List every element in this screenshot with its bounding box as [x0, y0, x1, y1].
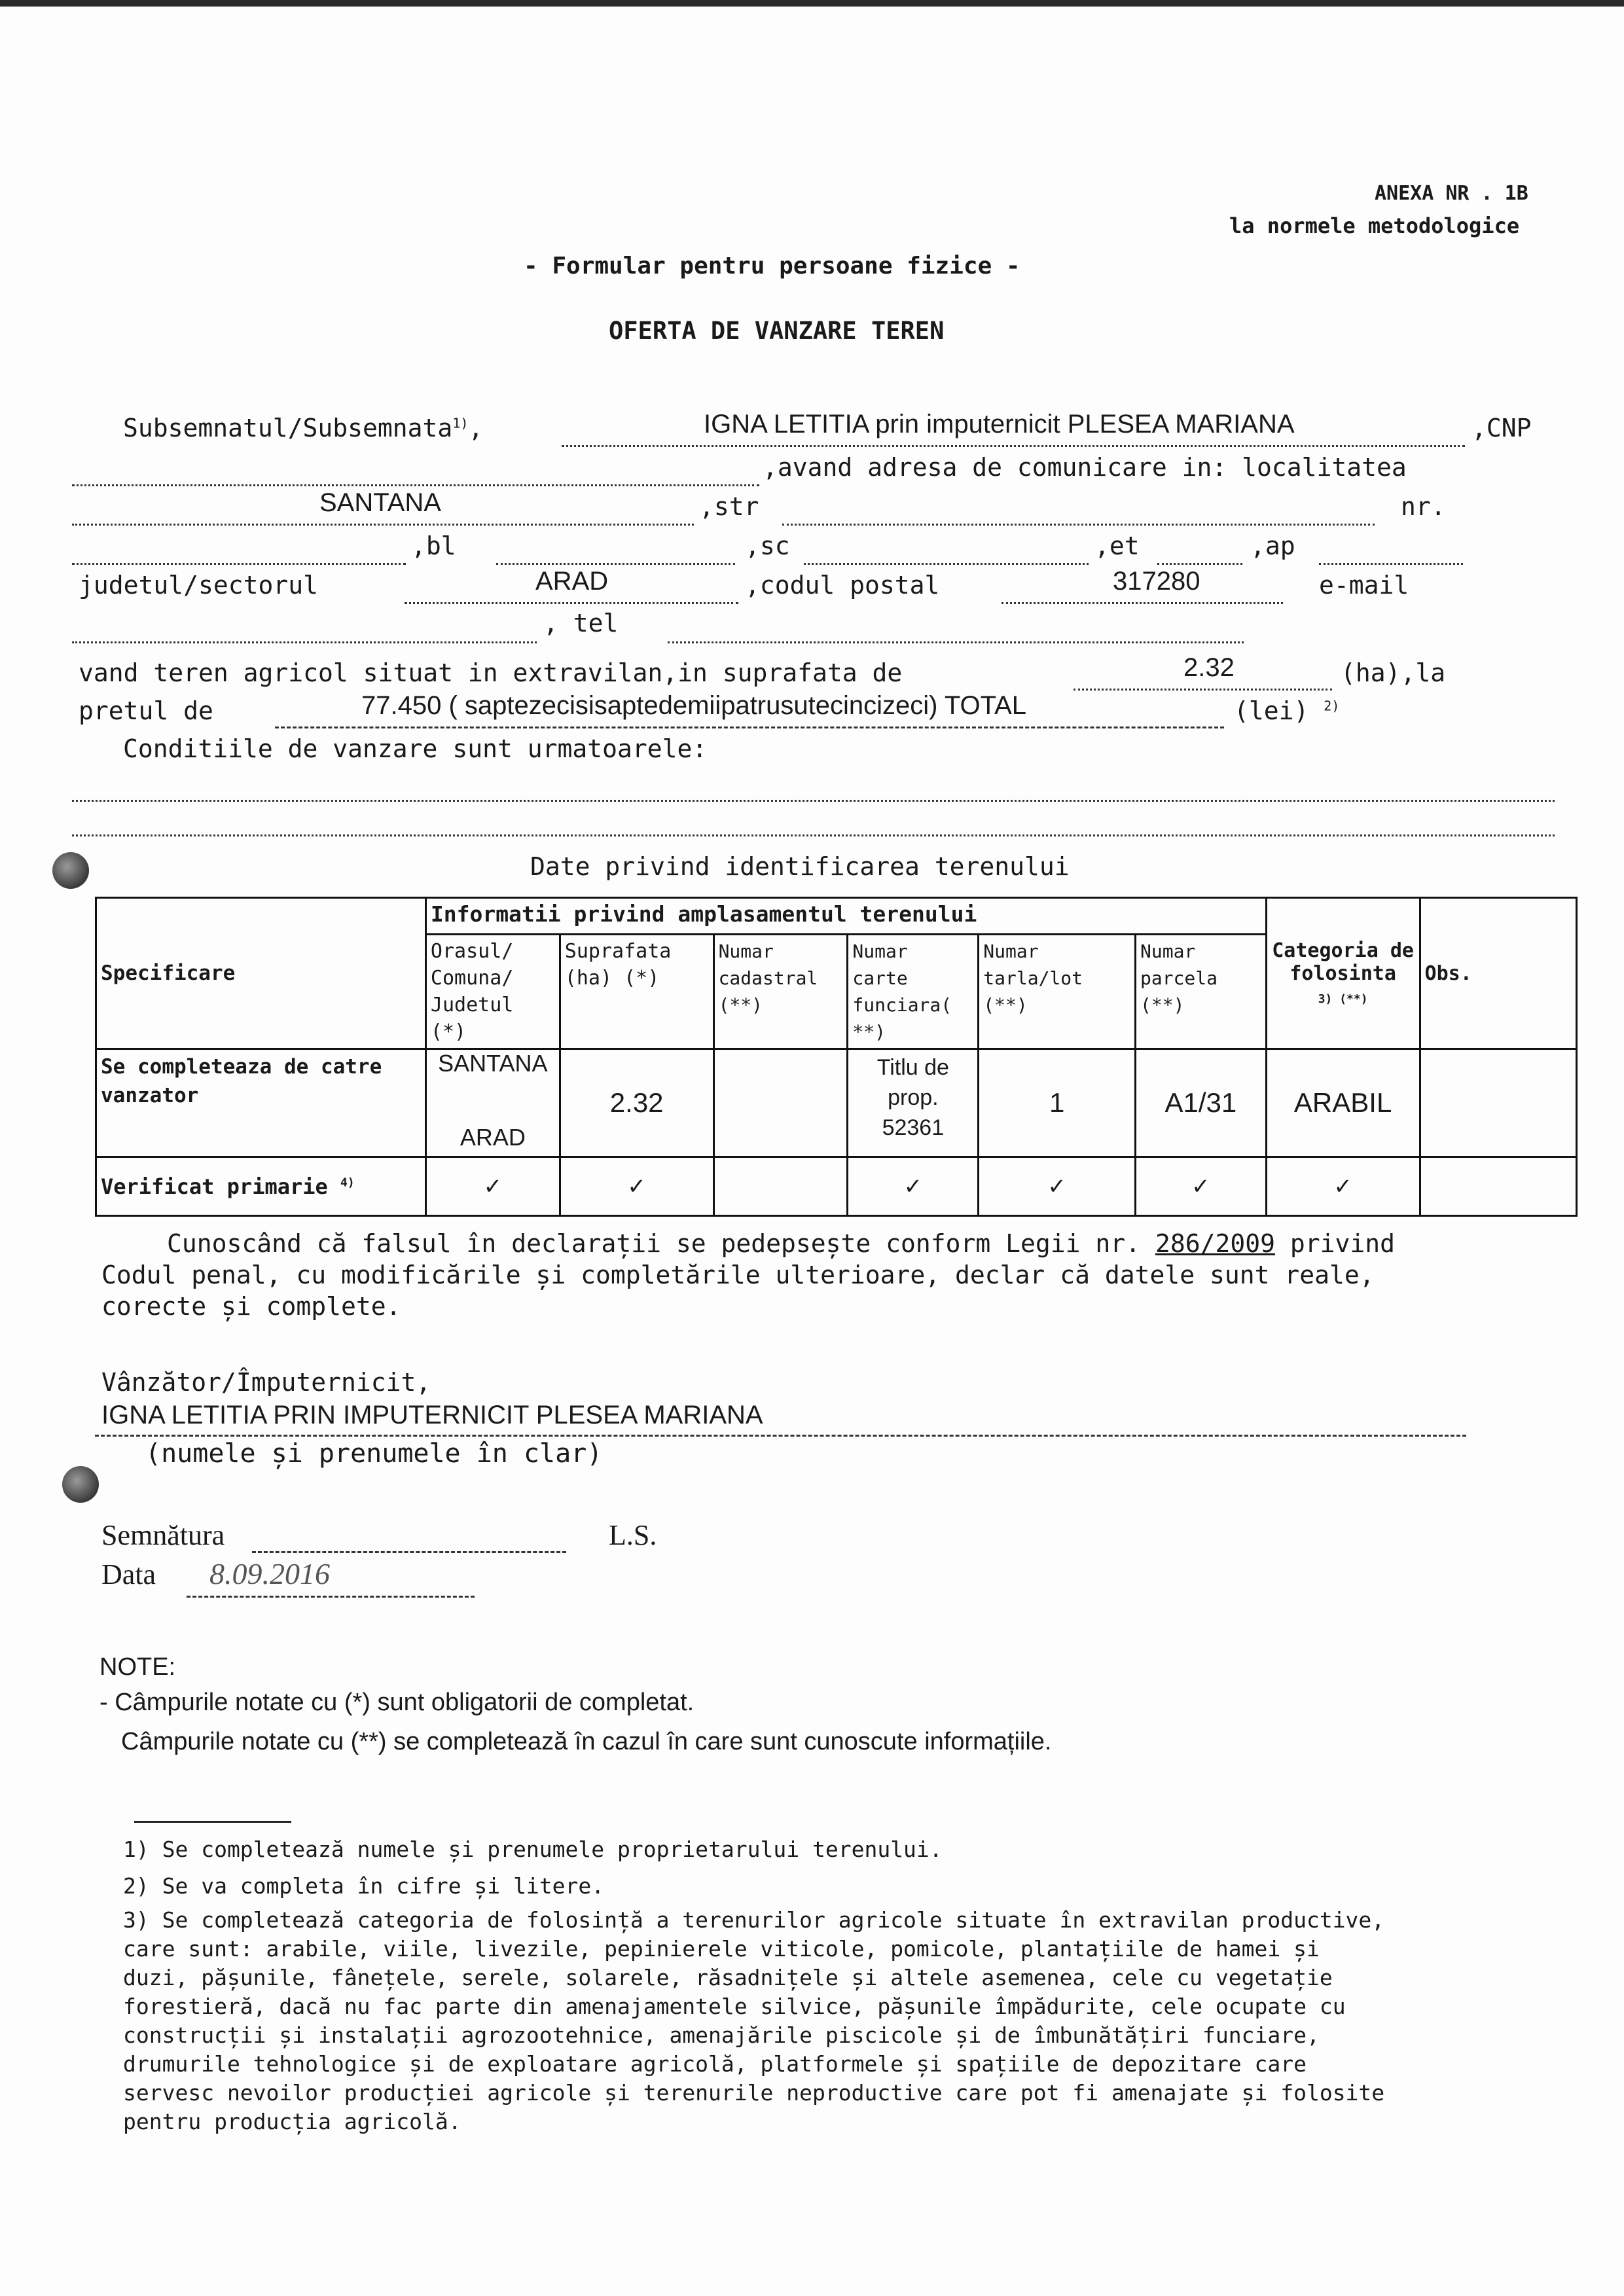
subsemnatul-comma: , [468, 414, 484, 442]
subsemnatul-label: Subsemnatul/Subsemnata$^{1)}$, [123, 414, 484, 442]
footnote-ref-3: 3) (**) [1318, 992, 1368, 1006]
col-categoria: Categoria de folosinta 3) (**) [1266, 898, 1420, 1049]
col-oras: Orasul/ Comuna/ Judetul (*) [425, 935, 560, 1049]
check-mark[interactable]: ✓ [848, 1157, 979, 1216]
declaration-line-2: Codul penal, cu modificările și completările ulterioare, declar că datele sunt reale, [101, 1261, 1375, 1289]
judet-label: judetul/sectorul [79, 571, 319, 600]
semnatura-label: Semnătura [101, 1519, 225, 1551]
conditii-label: Conditiile de vanzare sunt urmatoarele: [123, 734, 708, 763]
ha-label: (ha),la [1341, 658, 1446, 687]
cod-postal-label: ,codul postal [745, 571, 940, 600]
cell-obs[interactable] [1420, 1049, 1576, 1157]
row-vanzator [96, 1049, 1577, 1157]
check-mark[interactable] [1420, 1157, 1576, 1216]
footnote-divider [134, 1821, 291, 1823]
footnote-3-line-8: pentru producția agricolă. [123, 2109, 461, 2134]
cnp-field-line[interactable] [72, 484, 759, 486]
law-number: 286/2009 [1155, 1229, 1275, 1258]
check-mark[interactable] [713, 1157, 848, 1216]
page-title: OFERTA DE VANZARE TEREN [609, 317, 945, 345]
cell-oras-value: SANTANA [438, 1050, 548, 1077]
lei-label: (lei) $^{2)}$ [1234, 696, 1340, 725]
punch-hole-top [52, 852, 89, 889]
judet-field-line [405, 602, 738, 604]
localitate-field[interactable]: SANTANA [319, 488, 441, 517]
cod-postal-field[interactable]: 317280 [1113, 567, 1200, 596]
footnote-3-line-2: care sunt: arabile, viile, livezile, pepinierele viticole, pomicole, plantațiile de hamei și [123, 1936, 1320, 1962]
row-vanzator-label: Se completeaza de catre vanzator [96, 1049, 426, 1157]
email-field[interactable] [72, 641, 537, 643]
suprafata-field[interactable]: 2.32 [1183, 653, 1235, 682]
footnote-3-line-7: servesc nevoilor producției agricole și terenurile neproductive care pot fi amenajate și folosite [123, 2080, 1385, 2106]
cell-parcela[interactable]: A1/31 [1136, 1049, 1267, 1157]
cell-cadastral[interactable] [713, 1049, 848, 1157]
row-primarie [96, 1157, 1577, 1216]
cell-carte-funciara[interactable]: Titlu de prop. 52361 [848, 1049, 979, 1157]
footnote-3-line-6: drumurile tehnologice și de exploatare agricolă, platformele și spațiile de depozitare care [123, 2051, 1307, 2077]
note-1: - Câmpurile notate cu (*) sunt obligatorii de completat. [99, 1689, 695, 1716]
col-cadastral: Numar cadastral (**) [713, 935, 848, 1049]
footnote-3-line-4: forestieră, dacă nu fac parte din amenajamentele silvice, pășunile împădurite, cele ocupate cu [123, 1994, 1346, 2019]
footnote-1: 1) Se completează numele și prenumele proprietarului terenului. [123, 1837, 943, 1862]
col-suprafata: Suprafata (ha) (*) [560, 935, 713, 1049]
footnote-ref-1: 1) [452, 415, 469, 431]
bl-field[interactable] [496, 563, 735, 565]
suprafata-field-line [1074, 689, 1332, 691]
localitate-field-line [72, 524, 694, 526]
cell-judet-value: ARAD [460, 1124, 526, 1151]
judet-field[interactable]: ARAD [535, 567, 609, 596]
str-field[interactable] [782, 524, 1375, 526]
check-mark[interactable]: ✓ [560, 1157, 713, 1216]
scan-edge [0, 0, 1624, 7]
pret-field-line [275, 726, 1224, 728]
date-field[interactable]: 8.09.2016 [209, 1557, 330, 1590]
ls-label: L.S. [609, 1519, 657, 1551]
bl-label: ,bl [411, 531, 456, 560]
email-label: e-mail [1319, 571, 1409, 600]
footnote-3-line-5: construcții și instalații agrozootehnice, amenajările piscicole și de îmbunătățiri funciare, [123, 2022, 1320, 2048]
tel-label: , tel [543, 609, 619, 637]
annex-subtitle: la normele metodologice [1229, 213, 1520, 238]
signer-name[interactable]: IGNA LETITIA PRIN IMPUTERNICIT PLESEA MARIANA [101, 1401, 763, 1429]
cnp-label: ,CNP [1471, 414, 1532, 442]
cell-tarla[interactable]: 1 [979, 1049, 1136, 1157]
name-field-line [562, 445, 1465, 447]
teren-label: vand teren agricol situat in extravilan,in suprafata de [79, 658, 903, 687]
col-specificare: Specificare [96, 898, 426, 1049]
check-mark[interactable]: ✓ [1266, 1157, 1420, 1216]
cell-oras[interactable] [425, 1049, 560, 1157]
cell-suprafata[interactable]: 2.32 [560, 1049, 713, 1157]
signer-hint: (numele și prenumele în clar) [145, 1439, 603, 1469]
annex-number: ANEXA NR . 1B [1375, 182, 1528, 205]
check-mark[interactable]: ✓ [979, 1157, 1136, 1216]
signature-field[interactable] [252, 1551, 566, 1553]
str-label: ,str [699, 492, 759, 521]
check-mark[interactable]: ✓ [1136, 1157, 1267, 1216]
pret-field[interactable]: 77.450 ( saptezecisisaptedemiipatrusutecincizeci) TOTAL [361, 691, 1027, 720]
declaration-line-1: Cunoscând că falsul în declarații se pedepsește conform Legii nr. 286/2009 privind [167, 1229, 1396, 1258]
adresa-label: ,avand adresa de comunicare in: localitatea [763, 453, 1407, 482]
cod-postal-field-line [1001, 602, 1283, 604]
nr-label: nr. [1401, 492, 1446, 521]
punch-hole-bottom [62, 1466, 99, 1503]
notes-heading: NOTE: [99, 1653, 176, 1681]
data-label: Data [101, 1558, 156, 1590]
ap-field[interactable] [1319, 563, 1463, 565]
form-type: - Formular pentru persoane fizice - [524, 253, 1020, 279]
et-field[interactable] [1157, 563, 1242, 565]
col-carte-funciara: Numar carte funciara( **) [848, 935, 979, 1049]
et-label: ,et [1094, 531, 1140, 560]
col-tarla: Numar tarla/lot (**) [979, 935, 1136, 1049]
conditii-field-2[interactable] [72, 834, 1555, 836]
footnote-2: 2) Se va completa în cifre și litere. [123, 1873, 605, 1899]
signer-name-line [95, 1435, 1466, 1437]
tel-field[interactable] [668, 641, 1244, 643]
sc-label: ,sc [745, 531, 790, 560]
col-parcela: Numar parcela (**) [1136, 935, 1267, 1049]
conditii-field-1[interactable] [72, 800, 1555, 802]
check-mark[interactable]: ✓ [425, 1157, 560, 1216]
date-field-line [187, 1596, 475, 1598]
footnote-ref-2: 2) [1324, 698, 1340, 714]
table-caption: Date privind identificarea terenului [530, 852, 1070, 881]
col-obs: Obs. [1420, 898, 1576, 1049]
land-identification-table [95, 897, 1578, 1217]
footnote-ref-4: 4) [340, 1175, 355, 1189]
footnote-3-line-1: 3) Se completează categoria de folosință a terenurilor agricole situate în extravilan productive, [123, 1907, 1385, 1933]
note-2: Câmpurile notate cu (**) se completează în cazul în care sunt cunoscute informațiile. [121, 1728, 1052, 1755]
pret-label: pretul de [79, 696, 213, 725]
col-informatii: Informatii privind amplasamentul terenului [425, 898, 1266, 935]
declaration-line-3: corecte și complete. [101, 1292, 401, 1321]
nr-field[interactable] [72, 563, 406, 565]
footnote-3-line-3: duzi, pășunile, fânețele, serele, solarele, răsadnițele și altele asemenea, cele cu vegetație [123, 1965, 1333, 1990]
ap-label: ,ap [1250, 531, 1295, 560]
cell-categorie[interactable]: ARABIL [1266, 1049, 1420, 1157]
name-field[interactable]: IGNA LETITIA prin imputernicit PLESEA MARIANA [704, 410, 1295, 439]
sc-field[interactable] [804, 563, 1089, 565]
signer-role-label: Vânzător/Împuternicit, [101, 1368, 431, 1397]
row-primarie-label: Verificat primarie $^{4)}$ [96, 1157, 426, 1216]
